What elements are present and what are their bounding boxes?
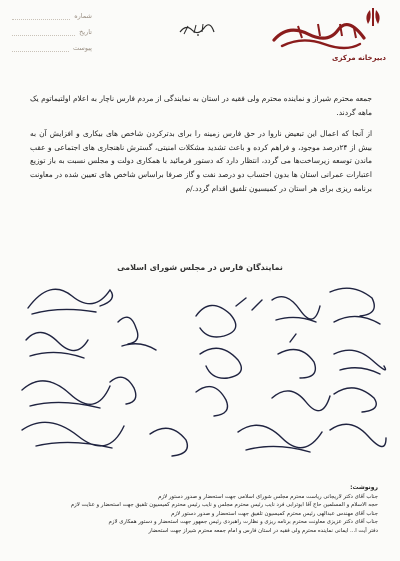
signature-16 bbox=[150, 428, 187, 456]
signature-9 bbox=[334, 350, 386, 374]
cc-item: حجه الاسلام و المسلمین حاج آقا ابوترابی فرد نایب رئیس محترم مجلس و نایب رئیس محترم کمیسیون تلفیق جهت استحضار و عنایت لازم bbox=[70, 502, 378, 509]
signature-1 bbox=[28, 289, 112, 314]
date-label: تاریخ bbox=[79, 28, 92, 36]
signature-7 bbox=[200, 348, 241, 378]
signature-17 bbox=[238, 425, 322, 452]
signature-2 bbox=[118, 317, 156, 350]
cc-item: جناب آقای مهندس عبدالهی رئیس محترم کمیسیون تلفیق جهت استحضار و صدور دستور لازم bbox=[171, 510, 378, 517]
signature-3 bbox=[196, 298, 262, 337]
signature-10 bbox=[22, 381, 110, 408]
secretariat-label: دبیرخانه مرکزی bbox=[332, 54, 386, 62]
signatures-title: نمایندگان فارس در مجلس شورای اسلامی bbox=[117, 263, 283, 272]
cc-item: جناب آقای دکتر عزیزی معاونت محترم برنامه ریزی و نظارت راهبردی رئیس جمهور جهت استحضار و دستور همکاری لازم bbox=[108, 519, 378, 526]
signature-18 bbox=[330, 424, 386, 446]
cc-section bbox=[14, 484, 378, 536]
signature-4 bbox=[272, 297, 320, 322]
signature-12 bbox=[196, 387, 228, 416]
date-row bbox=[12, 24, 92, 40]
letterhead-meta bbox=[12, 8, 92, 70]
signatures-block bbox=[0, 270, 400, 470]
signature-5 bbox=[330, 288, 380, 324]
attachment-label: پیوست bbox=[73, 44, 92, 52]
signature-6 bbox=[26, 332, 88, 358]
paragraph-2: از آنجا که اعمال این تبعیض ناروا در حق فارس زمینه را برای بدترکردن شاخص های بیکاری و افزایش آن به بیش از ۲۴درصد موجود، و فراهم کرده و باعث تشدید مشکلات امنیتی، گسترش ناهنجاری های اجتماعی و عقب ماندن توسعه زیرساخت‌ها می گردد، انتظار دارد که دستور فرمائید با همکاری دولت و مجلس نسبت به باز توزیع اعتبارات عمرانی استان ها بدون احتساب دو درصد نفت و گاز صرفا براساس شاخص های تعیین شده در معاونت برنامه ریزی برای هر استان در کمیسیون تلفیق اقدام گردد./م bbox=[30, 129, 372, 193]
cc-item: دفتر آیت ا... ایمانی نماینده محترم ولی فقیه در استان فارس و امام جمعه محترم شیراز جهت استحضار bbox=[148, 527, 378, 534]
paragraph-1: جمعه محترم شیراز و نماینده محترم ولی فقیه در استان به نمایندگی از مردم فارس ناچار به اعلام اولتیماتوم یک ماهه گردند. bbox=[30, 94, 372, 117]
signature-14 bbox=[334, 388, 376, 412]
parliament-logo bbox=[268, 6, 386, 64]
number-row bbox=[12, 8, 92, 24]
bismillah-calligraphy bbox=[176, 20, 218, 38]
attachment-row bbox=[12, 40, 92, 56]
signature-13 bbox=[272, 391, 330, 411]
signature-11 bbox=[110, 377, 136, 404]
parliament-emblem-icon bbox=[268, 6, 386, 54]
cc-heading: رونوشت: bbox=[350, 484, 378, 491]
signature-15 bbox=[22, 422, 124, 448]
letter-body bbox=[30, 92, 372, 203]
cc-item: جناب آقای دکتر لاریجانی ریاست محترم مجلس شورای اسلامی جهت استحضار و صدور دستور لازم bbox=[158, 493, 378, 500]
number-label: شماره bbox=[74, 12, 92, 20]
signature-8 bbox=[278, 334, 315, 378]
